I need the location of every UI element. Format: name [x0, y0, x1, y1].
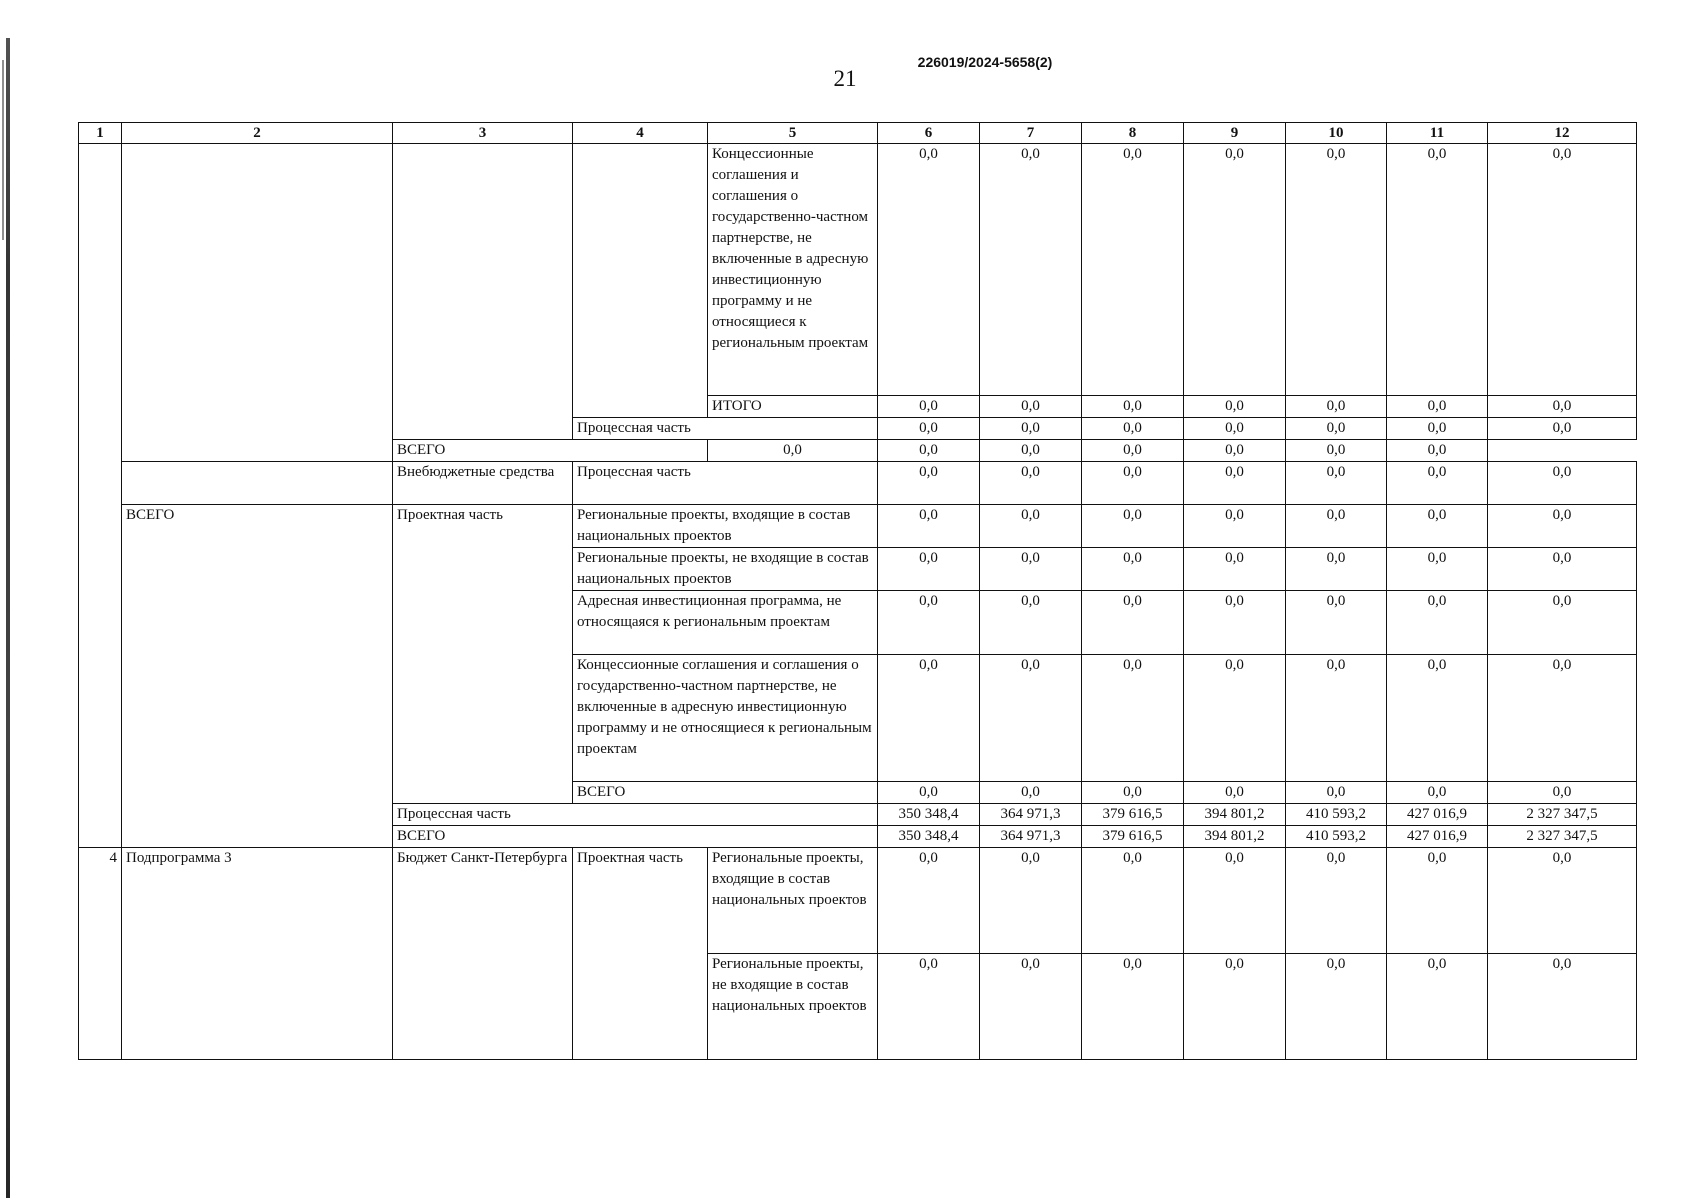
value-cell: 0,0 [1286, 591, 1387, 655]
col-header-9: 9 [1184, 123, 1286, 144]
value-cell: 0,0 [980, 505, 1082, 548]
row-label-process-part: Процессная часть [573, 418, 878, 440]
col-header-6: 6 [878, 123, 980, 144]
value-cell: 0,0 [1286, 418, 1387, 440]
value-cell: 0,0 [1286, 548, 1387, 591]
row-label-concession: Концессионные соглашения и соглашения о государственно-частном партнерстве, не включенные в адресную инвестиционную программу и не относящиеся к региональным проектам [708, 144, 878, 396]
value-cell: 0,0 [1082, 655, 1184, 782]
value-cell: 0,0 [980, 655, 1082, 782]
value-cell: 0,0 [1387, 954, 1488, 1060]
value-cell: 394 801,2 [1184, 804, 1286, 826]
value-cell: 0,0 [878, 505, 980, 548]
col-header-5: 5 [708, 123, 878, 144]
row-label-subprogram: Подпрограмма 3 [122, 848, 393, 1060]
value-cell: 427 016,9 [1387, 804, 1488, 826]
value-cell: 2 327 347,5 [1488, 826, 1637, 848]
value-cell: 0,0 [980, 548, 1082, 591]
value-cell: 0,0 [1082, 396, 1184, 418]
row-label-regional-not-in-national: Региональные проекты, не входящие в состав национальных проектов [708, 954, 878, 1060]
value-cell: 0,0 [1488, 548, 1637, 591]
value-cell: 0,0 [878, 396, 980, 418]
value-cell: 0,0 [1387, 418, 1488, 440]
cell-col4-continued [573, 144, 708, 418]
value-cell: 350 348,4 [878, 804, 980, 826]
value-cell: 0,0 [1184, 548, 1286, 591]
table-row [79, 144, 1637, 396]
value-cell: 0,0 [1286, 655, 1387, 782]
value-cell: 0,0 [1082, 848, 1184, 954]
value-cell: 364 971,3 [980, 804, 1082, 826]
value-cell: 0,0 [1286, 440, 1387, 462]
value-cell: 0,0 [1184, 396, 1286, 418]
value-cell: 0,0 [878, 144, 980, 396]
value-cell: 0,0 [1184, 848, 1286, 954]
value-cell: 0,0 [1082, 440, 1184, 462]
row-label-concession-wide: Концессионные соглашения и соглашения о государственно-частном партнерстве, не включенные в адресную инвестиционную программу и не относящиеся к региональным проектам [573, 655, 878, 782]
scan-edge-shadow [6, 38, 10, 1198]
row-label-vsego: ВСЕГО [573, 782, 878, 804]
value-cell: 0,0 [1082, 144, 1184, 396]
value-cell: 0,0 [1082, 548, 1184, 591]
value-cell: 0,0 [1488, 462, 1637, 505]
value-cell: 0,0 [980, 782, 1082, 804]
table-row [79, 462, 1637, 505]
value-cell: 0,0 [878, 548, 980, 591]
value-cell: 0,0 [878, 462, 980, 505]
column-number-row [79, 123, 1637, 144]
row-label-budget-source: Бюджет Санкт-Петербурга [393, 848, 573, 1060]
value-cell: 0,0 [1184, 655, 1286, 782]
value-cell: 0,0 [1488, 954, 1637, 1060]
value-cell: 410 593,2 [1286, 804, 1387, 826]
value-cell: 0,0 [980, 440, 1082, 462]
budget-table [78, 122, 1637, 1060]
col-header-2: 2 [122, 123, 393, 144]
value-cell: 0,0 [1184, 462, 1286, 505]
value-cell: 0,0 [878, 848, 980, 954]
col-header-4: 4 [573, 123, 708, 144]
value-cell: 2 327 347,5 [1488, 804, 1637, 826]
cell-col2-continued [122, 144, 393, 462]
value-cell: 0,0 [1286, 144, 1387, 396]
value-cell: 0,0 [1387, 144, 1488, 396]
value-cell: 410 593,2 [1286, 826, 1387, 848]
value-cell: 0,0 [1286, 954, 1387, 1060]
row-label-regional-in-national: Региональные проекты, входящие в состав национальных проектов [708, 848, 878, 954]
col-header-7: 7 [980, 123, 1082, 144]
value-cell: 0,0 [878, 782, 980, 804]
row-label-project-part: Проектная часть [393, 505, 573, 804]
value-cell: 0,0 [1184, 782, 1286, 804]
value-cell: 0,0 [1082, 505, 1184, 548]
row-label-address-program: Адресная инвестиционная программа, не относящаяся к региональным проектам [573, 591, 878, 655]
value-cell: 0,0 [1286, 848, 1387, 954]
value-cell: 0,0 [1488, 782, 1637, 804]
value-cell: 0,0 [1184, 440, 1286, 462]
value-cell: 0,0 [1387, 655, 1488, 782]
value-cell: 0,0 [1082, 418, 1184, 440]
row-label-process-part: Процессная часть [573, 462, 878, 505]
value-cell: 0,0 [1387, 548, 1488, 591]
value-cell: 0,0 [980, 144, 1082, 396]
table-row [79, 505, 1637, 548]
value-cell: 0,0 [1286, 782, 1387, 804]
value-cell: 0,0 [1387, 848, 1488, 954]
value-cell: 0,0 [1387, 505, 1488, 548]
value-cell: 0,0 [1286, 462, 1387, 505]
col-header-11: 11 [1387, 123, 1488, 144]
value-cell: 0,0 [1184, 418, 1286, 440]
row-label-regional-not-in-national: Региональные проекты, не входящие в состав национальных проектов [573, 548, 878, 591]
row-label-vsego: ВСЕГО [393, 440, 708, 462]
row-label-regional-in-national: Региональные проекты, входящие в состав национальных проектов [573, 505, 878, 548]
value-cell: 0,0 [1387, 440, 1488, 462]
value-cell: 0,0 [1488, 144, 1637, 396]
value-cell: 0,0 [980, 396, 1082, 418]
value-cell: 0,0 [708, 440, 878, 462]
col-header-1: 1 [79, 123, 122, 144]
row-label-itogo: ИТОГО [708, 396, 878, 418]
value-cell: 427 016,9 [1387, 826, 1488, 848]
value-cell: 0,0 [1387, 462, 1488, 505]
col-header-10: 10 [1286, 123, 1387, 144]
value-cell: 0,0 [1082, 782, 1184, 804]
value-cell: 0,0 [878, 591, 980, 655]
col-header-12: 12 [1488, 123, 1637, 144]
value-cell: 0,0 [1488, 418, 1637, 440]
value-cell: 0,0 [980, 462, 1082, 505]
value-cell: 0,0 [1488, 505, 1637, 548]
row-label-process-part: Процессная часть [393, 804, 878, 826]
value-cell: 0,0 [1184, 591, 1286, 655]
row-label-extrabudget: Внебюджетные средства [393, 462, 573, 505]
registration-number: 226019/2024-5658(2) [917, 54, 1053, 70]
value-cell: 379 616,5 [1082, 804, 1184, 826]
page-number: 21 [833, 66, 857, 91]
value-cell: 0,0 [878, 954, 980, 1060]
value-cell: 394 801,2 [1184, 826, 1286, 848]
value-cell: 0,0 [1082, 591, 1184, 655]
value-cell: 0,0 [980, 848, 1082, 954]
col-header-8: 8 [1082, 123, 1184, 144]
value-cell: 0,0 [1387, 396, 1488, 418]
col-header-3: 3 [393, 123, 573, 144]
row-label-vsego: ВСЕГО [393, 826, 878, 848]
value-cell: 0,0 [1488, 591, 1637, 655]
value-cell: 0,0 [878, 440, 980, 462]
value-cell: 0,0 [1184, 505, 1286, 548]
value-cell: 0,0 [980, 418, 1082, 440]
value-cell: 0,0 [980, 954, 1082, 1060]
row-label-project-part: Проектная часть [573, 848, 708, 1060]
value-cell: 0,0 [1082, 462, 1184, 505]
row-label-vsego-group: ВСЕГО [122, 505, 393, 848]
cell-col1-continued [79, 144, 122, 848]
value-cell: 379 616,5 [1082, 826, 1184, 848]
value-cell: 0,0 [1286, 505, 1387, 548]
row-index: 4 [79, 848, 122, 1060]
value-cell: 0,0 [980, 591, 1082, 655]
value-cell: 0,0 [1387, 782, 1488, 804]
table-row [79, 848, 1637, 954]
value-cell: 0,0 [1488, 848, 1637, 954]
value-cell: 0,0 [1488, 655, 1637, 782]
value-cell: 0,0 [1184, 144, 1286, 396]
value-cell: 364 971,3 [980, 826, 1082, 848]
cell-col3-continued [393, 144, 573, 440]
scan-edge-mark [2, 60, 4, 240]
value-cell: 0,0 [878, 418, 980, 440]
value-cell: 0,0 [878, 655, 980, 782]
value-cell: 0,0 [1488, 396, 1637, 418]
value-cell: 350 348,4 [878, 826, 980, 848]
value-cell: 0,0 [1286, 396, 1387, 418]
cell-col2-continued-lower [122, 462, 393, 505]
value-cell: 0,0 [1184, 954, 1286, 1060]
value-cell: 0,0 [1082, 954, 1184, 1060]
value-cell: 0,0 [1387, 591, 1488, 655]
